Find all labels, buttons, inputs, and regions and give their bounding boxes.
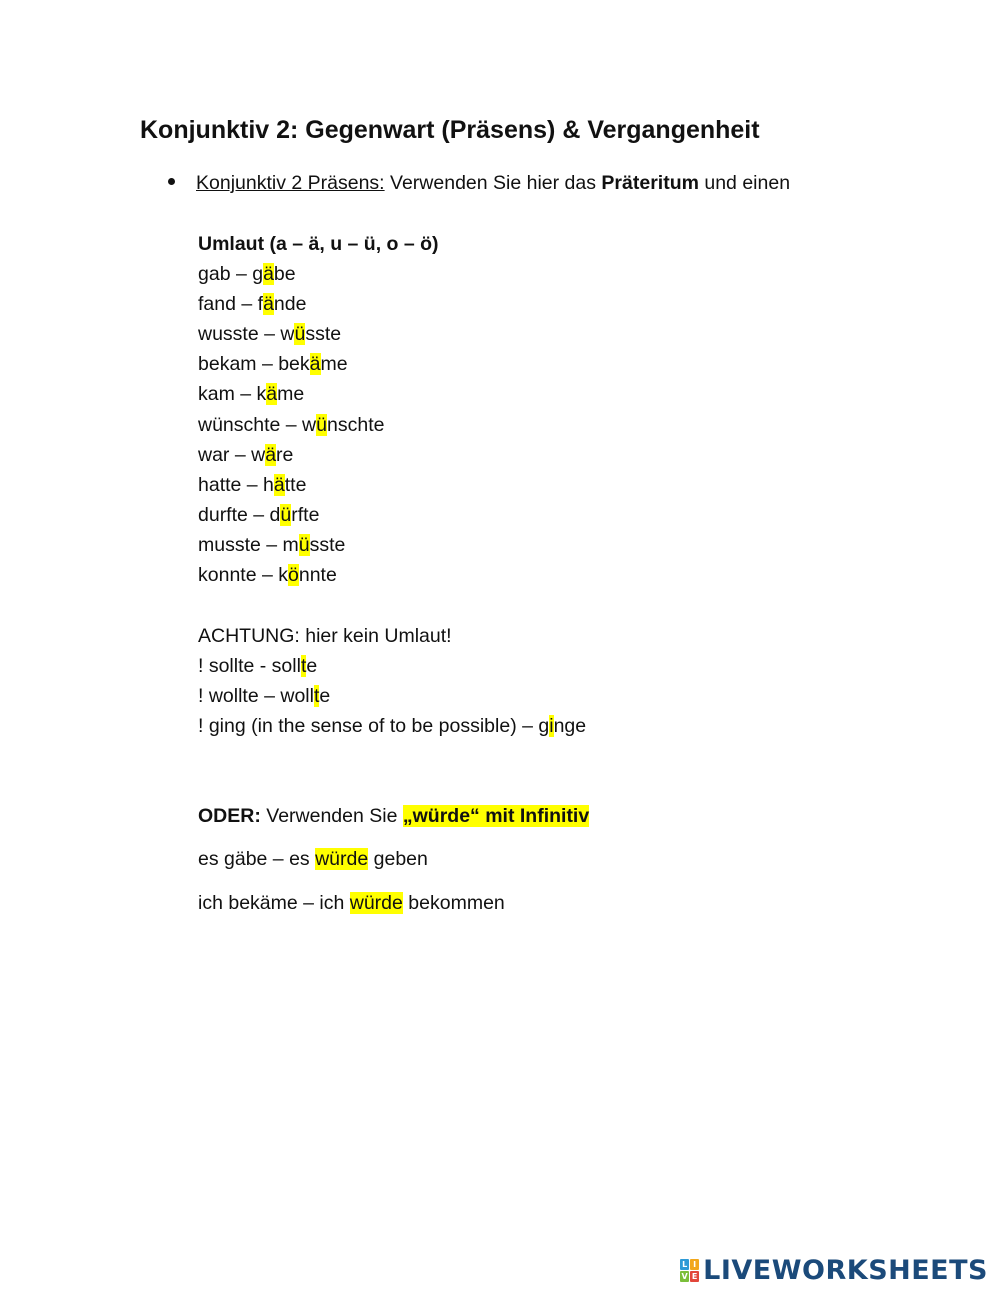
liveworksheets-logo: [680, 1254, 988, 1286]
text-before: gab – g: [198, 263, 264, 285]
logo-mark-tile: I: [690, 1259, 699, 1270]
text-after: re: [276, 443, 294, 466]
text-after: tte: [284, 473, 307, 496]
umlaut-pair: [198, 262, 296, 286]
bullet-konjunktiv-praesens: [168, 172, 790, 195]
exception-pair: [198, 714, 586, 738]
bullet-text-after: und einen: [698, 172, 791, 194]
text-after: sste: [305, 323, 342, 346]
text-after: me: [277, 383, 305, 406]
text-before: bekam – bek: [198, 353, 310, 376]
highlighted-letters: ä: [309, 353, 321, 376]
text-before: ! wollte – woll: [198, 685, 314, 707]
highlighted-letters: würde: [315, 848, 369, 870]
oder-line: [198, 804, 589, 828]
text-after: bekommen: [402, 892, 505, 914]
text-after: nde: [273, 293, 307, 316]
highlighted-letters: ä: [273, 473, 285, 496]
exception-pair: [198, 654, 317, 678]
text-after: rfte: [291, 503, 320, 526]
umlaut-pair: [198, 503, 319, 527]
page-title: Konjunktiv 2: Gegenwart (Präsens) & Vergangenheit: [140, 116, 760, 144]
text-before: ! sollte - soll: [198, 655, 301, 677]
text-before: konnte – k: [198, 564, 288, 586]
bullet-label: Konjunktiv 2 Präsens:: [196, 172, 385, 194]
umlaut-pair: [198, 473, 306, 497]
text-before: musste – m: [198, 533, 299, 556]
achtung-note: ACHTUNG: hier kein Umlaut!: [198, 625, 452, 647]
text-before: es gäbe – es: [198, 848, 316, 870]
text-before: kam – k: [198, 383, 267, 406]
oder-text: Verwenden Sie: [260, 805, 403, 827]
highlighted-letters: ä: [263, 293, 274, 316]
highlighted-letters: t: [300, 655, 307, 677]
logo-mark-tile: V: [681, 1271, 688, 1281]
text-after: e: [306, 655, 318, 677]
logo-mark-tile: E: [691, 1271, 698, 1281]
logo-text: LIVEWORKSHEETS: [703, 1254, 988, 1286]
highlighted-letters: i: [549, 715, 554, 737]
wuerde-example: [198, 891, 505, 915]
highlighted-letters: ü: [298, 533, 310, 556]
umlaut-pair: [198, 382, 304, 406]
oder-highlight: „würde“ mit Infinitiv: [402, 805, 590, 827]
text-before: durfte – d: [198, 503, 281, 526]
highlighted-letters: würde: [349, 892, 403, 914]
highlighted-letters: ü: [316, 413, 328, 436]
text-before: wusste – w: [198, 323, 295, 346]
text-before: fand – f: [198, 293, 264, 316]
text-after: geben: [368, 848, 428, 870]
bullet-icon: [168, 178, 175, 185]
highlighted-letters: ä: [265, 443, 277, 466]
text-after: nge: [553, 715, 587, 737]
wuerde-example: [198, 847, 428, 871]
text-after: e: [319, 685, 331, 707]
text-before: wünschte – w: [198, 413, 317, 436]
text-before: ich bekäme – ich: [198, 892, 350, 914]
umlaut-pair: [198, 322, 341, 346]
umlaut-pair: [198, 533, 345, 557]
logo-mark-tile: L: [682, 1259, 688, 1269]
umlaut-pair: [198, 292, 306, 316]
highlighted-letters: t: [313, 685, 320, 707]
text-after: nschte: [327, 413, 385, 436]
text-after: sste: [309, 533, 346, 556]
highlighted-letters: ü: [294, 323, 306, 346]
exception-pair: [198, 684, 330, 708]
text-before: hatte – h: [198, 473, 274, 496]
logo-mark-icon: [680, 1259, 699, 1282]
umlaut-heading: Umlaut (a – ä, u – ü, o – ö): [198, 233, 439, 255]
text-before: ! ging (in the sense of to be possible) – g: [198, 715, 550, 737]
umlaut-pair: [198, 563, 337, 587]
text-after: be: [273, 263, 296, 285]
highlighted-letters: ä: [263, 263, 274, 285]
text-after: me: [320, 353, 348, 376]
umlaut-pair: [198, 413, 384, 437]
highlighted-letters: ö: [287, 564, 299, 586]
oder-label: ODER:: [198, 805, 261, 827]
text-after: nnte: [298, 564, 337, 586]
umlaut-pair: [198, 443, 293, 467]
text-before: war – w: [198, 443, 266, 466]
highlighted-letters: ü: [280, 503, 292, 526]
highlighted-letters: ä: [266, 383, 278, 406]
bullet-text-before: Verwenden Sie hier das: [384, 172, 602, 194]
bullet-bold-term: Präteritum: [601, 172, 699, 194]
umlaut-pair: [198, 352, 348, 376]
